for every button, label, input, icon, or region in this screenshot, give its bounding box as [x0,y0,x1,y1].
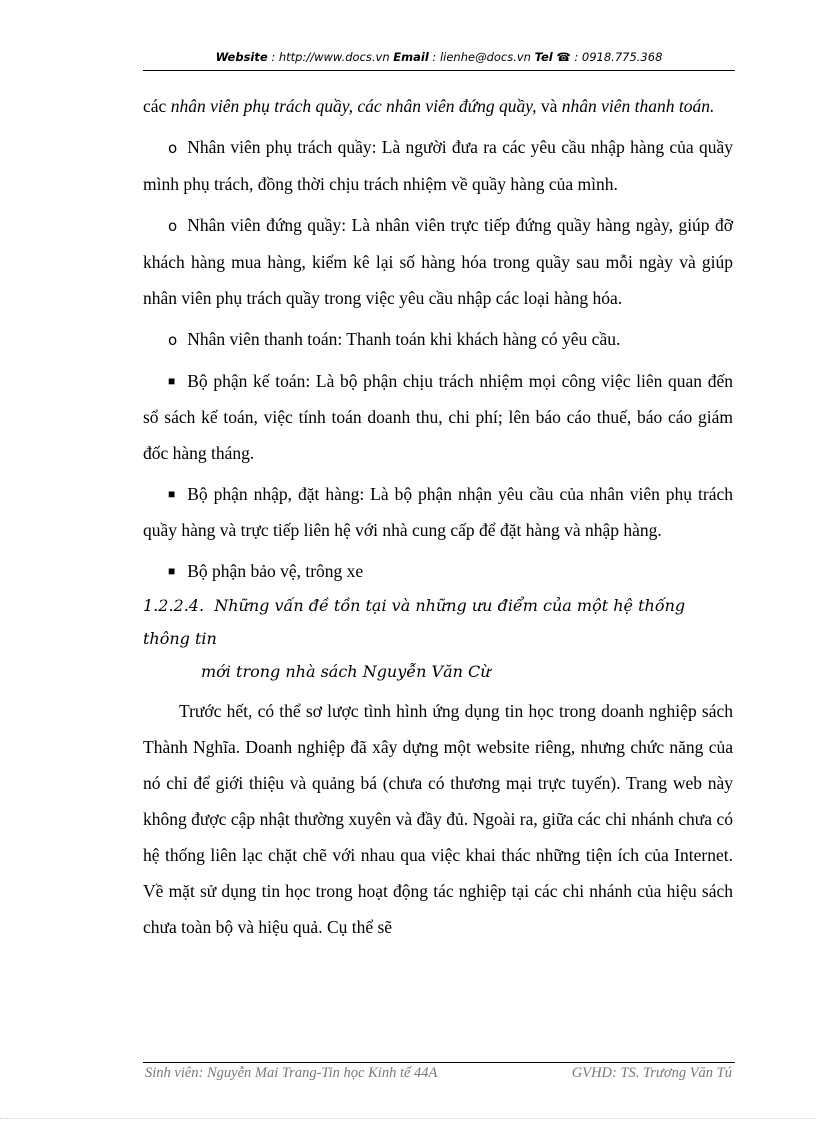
circle-bullet-icon: o [168,331,178,349]
tel-value: : 0918.775.368 [570,50,663,64]
square-bullet-icon: ■ [168,487,176,501]
square-bullet-icon: ■ [168,564,176,578]
website-label: Website [215,50,268,64]
paragraph-intro: các nhân viên phụ trách quầy, các nhân viên đứng quầy, và nhân viên thanh toán. [143,96,715,116]
section-heading: 1.2.2.4. Những vấn đề tồn tại và những ưu điểm của một hệ thống thông tin [143,596,686,648]
paragraph-body: Trước hết, có thể sơ lược tình hình ứng dụng tin học trong doanh nghiệp sách Thành Nghĩa. Doanh nghiệp đã xây dựng một website riêng, nhưng chức năng của nó chỉ để giới thiệu và quảng bá (chưa có thương mại trực tuyến). Trang web này không được cập nhật thường xuyên và đầy đủ. Ngoài ra, giữa các chi nhánh chưa có hệ thống liên lạc chặt chẽ với nhau qua việc khai thác những tiện ích của Internet. Về mặt sử dụng tin học trong hoạt động tác nghiệp tại các chi nhánh của hiệu sách chưa toàn bộ và hiệu quả. Cụ thể sẽ [143,701,733,937]
circle-bullet-icon: o [168,217,178,235]
section-number: 1.2.2.4. [143,596,205,615]
square-bullet-icon: ■ [168,374,176,388]
list-item: ■ Bộ phận nhập, đặt hàng: Là bộ phận nhận yêu cầu của nhân viên phụ trách quầy hàng và trực tiếp liên hệ với nhà cung cấp để đặt hàng và nhập hàng. [143,476,733,548]
tel-label: Tel [534,50,553,64]
email-label: Email [393,50,429,64]
list-item: ■ Bộ phận kế toán: Là bộ phận chịu trách nhiệm mọi công việc liên quan đến sổ sách kế toán, việc tính toán doanh thu, chi phí; lên báo cáo thuế, báo cáo giám đốc hàng tháng. [143,363,733,471]
list-item: ■ Bộ phận bảo vệ, trông xe [143,553,733,589]
list-item: o Nhân viên thanh toán: Thanh toán khi khách hàng có yêu cầu. [143,321,733,358]
header-rule [143,70,735,71]
document-body [143,88,733,945]
page-bottom-border [0,1118,816,1119]
circle-bullet-icon: o [168,139,178,157]
footer-student: Sinh viên: Nguyễn Mai Trang-Tin học Kinh tế 44A [145,1065,438,1081]
list-item: o Nhân viên đứng quầy: Là nhân viên trực tiếp đứng quầy hàng ngày, giúp đỡ khách hàng mua hàng, kiểm kê lại số hàng hóa trong quầy sau mỗi ngày và giúp nhân viên phụ trách quầy trong việc yêu cầu nhập các loại hàng hóa. [143,207,733,316]
footer-advisor: GVHD: TS. Trương Văn Tú [571,1065,732,1081]
email-value: : lienhe@docs.vn [428,50,535,64]
page-header [143,50,735,64]
footer-rule [143,1062,735,1063]
phone-icon: ☎ [556,50,571,64]
section-heading-continuation: mới trong nhà sách Nguyễn Văn Cừ [201,662,491,681]
list-item: o Nhân viên phụ trách quầy: Là người đưa ra các yêu cầu nhập hàng của quầy mình phụ trách, đồng thời chịu trách nhiệm về quầy hàng của mình. [143,129,733,202]
website-value: : http://www.docs.vn [267,50,394,64]
